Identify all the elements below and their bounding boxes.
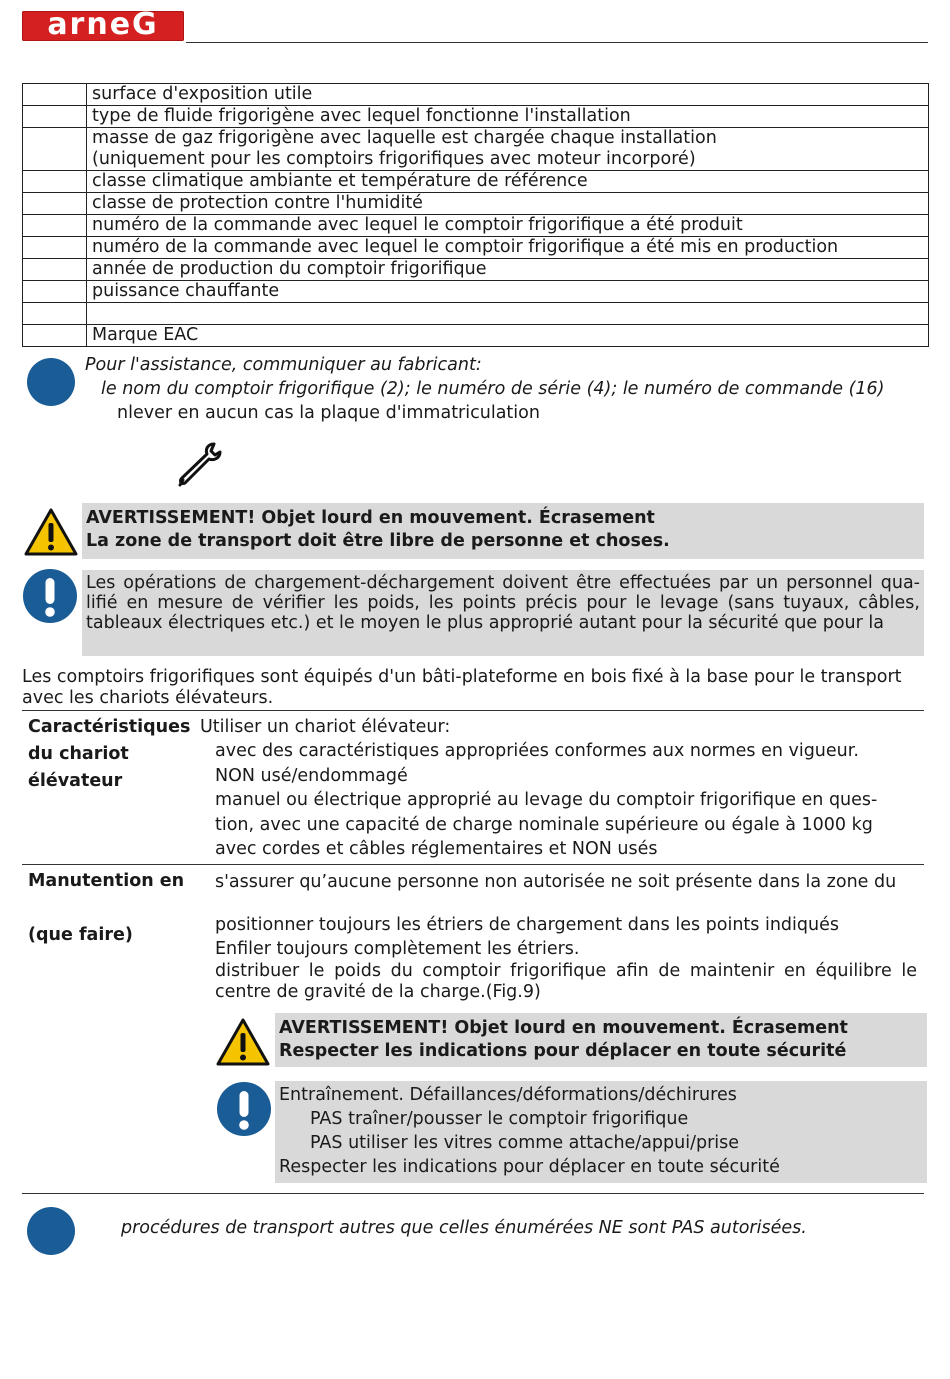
warning-text: Respecter les indications pour déplacer en toute sécurité: [279, 1041, 847, 1061]
assistance-line-2: le nom du comptoir frigorifique (2); le numéro de série (4); le numéro de commande (16): [101, 379, 885, 399]
list-item: avec cordes et câbles réglementaires et NON usés: [215, 839, 658, 859]
assistance-line-1: Pour l'assistance, communiquer au fabricant:: [85, 355, 482, 375]
table-row: [23, 303, 929, 325]
handling-item-3: Enfiler toujours complètement les étriers.: [215, 939, 580, 959]
mandatory-title: Entraînement. Défaillances/déformations/déchirures: [279, 1085, 737, 1105]
table-row: [23, 325, 929, 347]
warning-box-heavy-object-2: [275, 1013, 927, 1067]
table-row: [23, 84, 929, 106]
table-cell: classe de protection contre l'humidité: [87, 193, 929, 215]
mandatory-text: Respecter les indications pour déplacer en toute sécurité: [279, 1157, 780, 1177]
warning-triangle-icon: [215, 1017, 271, 1067]
table-row: [23, 259, 929, 281]
list-item: NON usé/endommagé: [215, 765, 408, 786]
handling-section-label: Manutention en: [28, 871, 185, 891]
table-cell: numéro de la commande avec lequel le comptoir frigorifique a été mis en production: [87, 237, 929, 259]
intro-line-1: Les comptoirs frigorifiques sont équipés d'un bâti-plateforme en bois fixé à la base pour le transport: [22, 667, 902, 687]
header-divider: [186, 42, 928, 43]
table-cell: masse de gaz frigorigène avec laquelle est chargée chaque installation (uniquement pour les comptoirs frigorifiques avec moteur incorporé): [87, 128, 929, 171]
wrench-icon: [172, 438, 228, 490]
mandatory-box-dragging: [275, 1081, 927, 1183]
table-cell: puissance chauffante: [87, 281, 929, 303]
info-icon: [27, 1207, 75, 1255]
list-item: PAS traîner/pousser le comptoir frigorifique: [310, 1109, 689, 1129]
table-row: [23, 215, 929, 237]
warning-title: AVERTISSEMENT! Objet lourd en mouvement. Écrasement: [86, 508, 655, 528]
mandatory-text: Les opérations de chargement-déchargement doivent être effectuées par un personnel qua-lifié en mesure de vérifier les poids, les points précis pour le levage (sans tuyaux, câbles, tableaux électriques etc.) et le moyen le plus approprié autant pour la sécurité que pour la: [86, 573, 920, 633]
section-divider: [22, 864, 924, 865]
footer-note-text: procédures de transport autres que celles énumérées NE sont PAS autorisées.: [121, 1218, 807, 1238]
forklift-intro: Utiliser un chariot élévateur:: [200, 717, 451, 737]
table-cell: classe climatique ambiante et température de référence: [87, 171, 929, 193]
forklift-section-label: Caractéristiques du chariot élévateur: [28, 717, 191, 791]
warning-box-heavy-object: [82, 503, 924, 559]
assistance-line-3: nlever en aucun cas la plaque d'immatriculation: [117, 403, 540, 423]
warning-text: La zone de transport doit être libre de personne et choses.: [86, 531, 670, 551]
table-row: [23, 281, 929, 303]
section-divider: [22, 1193, 924, 1194]
table-row: [23, 171, 929, 193]
table-row: [23, 237, 929, 259]
list-item: PAS utiliser les vitres comme attache/appui/prise: [310, 1133, 740, 1153]
mandatory-exclamation-icon: [22, 568, 78, 624]
list-item: tion, avec une capacité de charge nominale supérieure ou égale à 1000 kg: [215, 814, 873, 835]
brand-logo: [22, 7, 184, 42]
warning-triangle-icon: [23, 507, 79, 557]
handling-section-sublabel: (que faire): [28, 925, 133, 945]
warning-title: AVERTISSEMENT! Objet lourd en mouvement. Écrasement: [279, 1018, 848, 1038]
data-plate-table: [22, 83, 929, 347]
table-row: [23, 106, 929, 128]
handling-item-4: distribuer le poids du comptoir frigorifique afin de maintenir en équilibre le centre de gravité de la charge.(Fig.9): [215, 961, 917, 1002]
table-cell: surface d'exposition utile: [87, 84, 929, 106]
handling-item-1: s'assurer qu’aucune personne non autorisée ne soit présente dans la zone du: [215, 872, 897, 892]
intro-line-2: avec les chariots élévateurs.: [22, 688, 274, 708]
table-cell: type de fluide frigorigène avec lequel fonctionne l'installation: [87, 106, 929, 128]
section-divider: [22, 710, 924, 711]
table-cell: année de production du comptoir frigorifique: [87, 259, 929, 281]
table-row: [23, 193, 929, 215]
handling-item-2: positionner toujours les étriers de chargement dans les points indiqués: [215, 915, 839, 935]
forklift-requirements-list: [215, 739, 877, 862]
table-cell: Marque EAC: [87, 325, 929, 347]
mandatory-exclamation-icon: [216, 1081, 272, 1137]
list-item: avec des caractéristiques appropriées conformes aux normes en vigueur.: [215, 741, 859, 761]
mandatory-box-qualified-personnel: [82, 570, 924, 656]
table-cell: numéro de la commande avec lequel le comptoir frigorifique a été produit: [87, 215, 929, 237]
list-item: manuel ou électrique approprié au levage du comptoir frigorifique en ques-: [215, 790, 878, 810]
brand-logo-text: arneG: [47, 7, 159, 42]
table-cell: [87, 303, 929, 325]
info-icon: [27, 358, 75, 406]
table-row: [23, 128, 929, 171]
